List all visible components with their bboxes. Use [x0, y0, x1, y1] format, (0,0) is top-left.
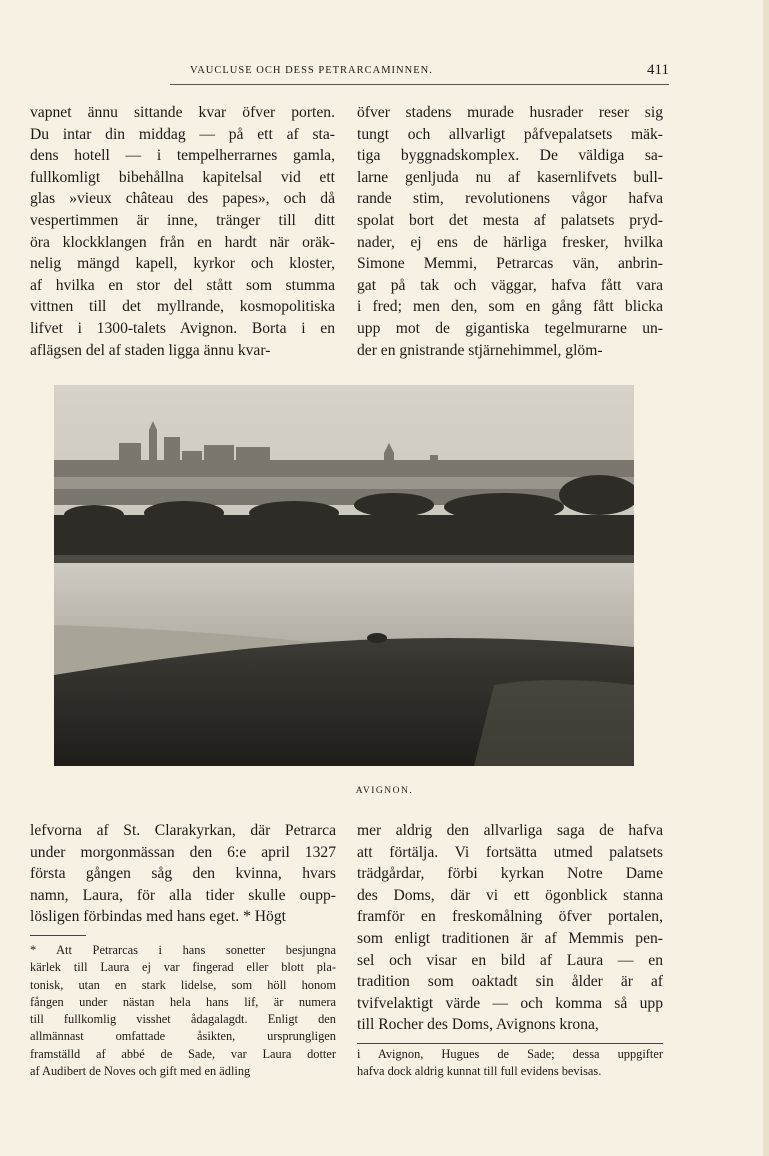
footnote-left — [30, 942, 336, 1080]
footnote-rule — [30, 935, 86, 936]
text-line: tvifvelaktigt värde — och komma så upp — [357, 994, 663, 1012]
text-line: glas »vieux château des papes», och då — [30, 190, 335, 208]
riverbank — [54, 555, 634, 563]
text-line: att förtälja. Vi fortsätta utmed palatsets — [357, 843, 663, 861]
town-roofs — [54, 477, 634, 489]
text-line: nader, ej ens de härliga fresker, hvilka — [357, 233, 663, 251]
running-head: VAUCLUSE OCH DESS PETRARCAMINNEN. — [190, 65, 433, 76]
text-line: trädgårdar, förbi kyrkan Notre Dame — [357, 865, 663, 883]
text-line: öfver stadens murade husrader reser sig — [357, 104, 663, 121]
bush — [367, 633, 387, 643]
text-line: af Audibert de Noves och gift med en ädling — [30, 1064, 251, 1079]
text-line: aflägsen del af staden ligga ännu kvar- — [30, 341, 271, 359]
text-line: till fullkomlig visshet ådagalagdt. Enligt den — [30, 1012, 336, 1027]
text-line: öra klockklangen från en hardt när oräk- — [30, 233, 335, 251]
text-line: upp mot de gigantiska tegelmurarne un- — [357, 319, 663, 337]
text-line: Du intar din middag — på ett af sta- — [30, 125, 335, 143]
text-line: framställd af abbé de Sade, var Laura dotter — [30, 1046, 336, 1061]
photo-illustration — [54, 385, 634, 766]
text-line: lefvorna af St. Clarakyrkan, där Petrarca — [30, 822, 336, 839]
text-line: i fred; men den, som en gång fått blicka — [357, 298, 663, 316]
text-line: des Doms, där vi ett ögonblick stanna — [357, 886, 663, 904]
text-line: Simone Memmi, Petrarcas vän, anbrin- — [357, 255, 663, 273]
text-line: lösligen förbindas med hans eget. * Högt — [30, 908, 286, 926]
text-line: spolat bort det mesta af palatsets pryd- — [357, 211, 663, 229]
column-top-right — [357, 102, 663, 361]
avignon-photograph — [54, 385, 634, 766]
header-rule — [170, 84, 669, 85]
figure-caption: AVIGNON. — [355, 786, 414, 796]
text-line: vespertimmen är inne, tränger till ditt — [30, 211, 335, 229]
text-line: som enligt traditionen är af Memmis pen- — [357, 929, 663, 947]
text-line: rande stim, revolutionens vågor hafva — [357, 190, 663, 208]
footnote-right — [357, 1046, 663, 1081]
text-line: af hvilka en stor del stått som stumma — [30, 276, 335, 294]
text-line: tradition som oaktadt sin ålder är af — [357, 973, 663, 991]
text-line: mer aldrig den allvarliga saga de hafva — [357, 822, 663, 839]
text-line: nelig mängd kapell, kyrkor och kloster, — [30, 255, 335, 273]
text-line: i Avignon, Hugues de Sade; dessa uppgifter — [357, 1047, 663, 1061]
text-line: lifvet i 1300-talets Avignon. Borta i en — [30, 319, 335, 337]
text-line: * Att Petrarcas i hans sonetter besjungna — [30, 943, 336, 957]
text-line: tiga byggnadskomplex. De väldiga sa- — [357, 147, 663, 165]
column-top-left — [30, 102, 335, 361]
page-header — [30, 62, 669, 84]
column-bottom-right — [357, 820, 663, 1036]
text-line: allmännast omfattade åsikten, ursprungligen — [30, 1029, 336, 1044]
text-line: sel och visar en bild af Laura — en — [357, 951, 663, 969]
text-line: namn, Laura, för alla tider skulle oupp- — [30, 886, 336, 904]
text-line: gat på tak och väggar, hafva fått vara — [357, 276, 663, 294]
text-line: tungt och allvarligt påfvepalatsets mäk- — [357, 125, 663, 143]
text-line: tonisk, utan en stark lidelse, som höll honom — [30, 977, 336, 992]
rock-outcrop — [474, 680, 634, 766]
text-line: under morgonmässan den 6:e april 1327 — [30, 843, 336, 861]
text-line: framför en freskomålning öfver portalen, — [357, 908, 663, 926]
text-line: dens hotell — i tempelherrarnes gamla, — [30, 147, 335, 165]
text-line: till Rocher des Doms, Avignons krona, — [357, 1016, 599, 1034]
text-line: första gången såg den kvinna, hvars — [30, 865, 336, 883]
text-line: der en gnistrande stjärnehimmel, glöm- — [357, 341, 603, 359]
page-number: 411 — [647, 62, 669, 78]
column-bottom-left — [30, 820, 336, 928]
footnote-rule-continued — [357, 1043, 663, 1044]
text-line: vittnen till det myllrande, kosmopolitiska — [30, 298, 335, 316]
page-edge — [763, 0, 769, 1156]
text-line: hafva dock aldrig kunnat till full evidens bevisas. — [357, 1064, 602, 1079]
text-line: fullkomligt bibehållna kapitelsal vid ett — [30, 168, 335, 186]
text-line: fången under nästan hela hans lif, är numera — [30, 994, 336, 1009]
text-line: kärlek till Laura ej var fingerad eller blott pla- — [30, 960, 336, 975]
text-line: vapnet ännu sittande kvar öfver porten. — [30, 104, 335, 121]
text-line: larne genljuda nu af kasernlifvets bull- — [357, 168, 663, 186]
